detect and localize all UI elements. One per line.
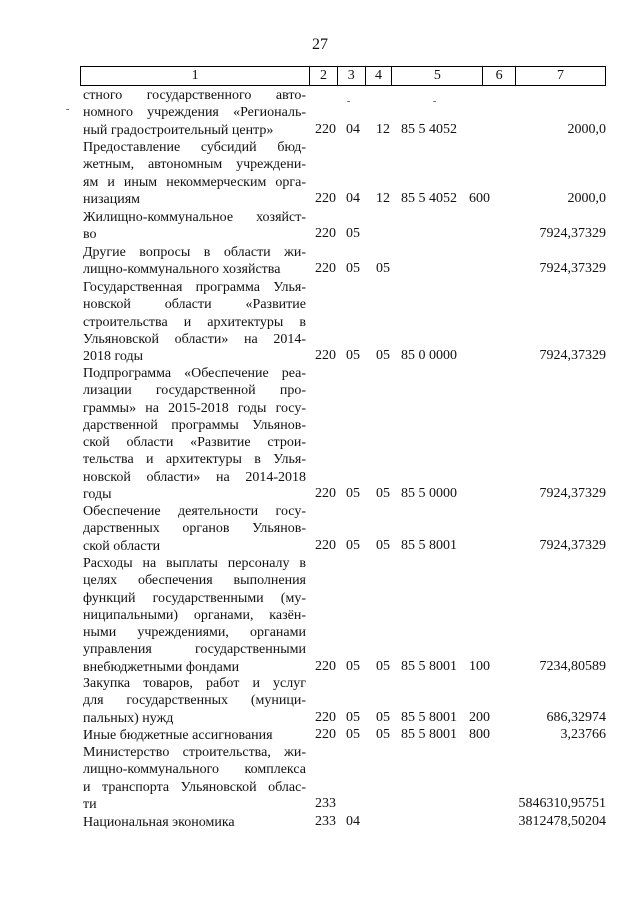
row-description — [83, 279, 306, 365]
description-line: ти — [83, 796, 97, 812]
cell-col-4: 05 — [376, 727, 390, 742]
description-line: ными учреждениями, органами — [83, 625, 306, 641]
cell-col-7: 7924,37329 — [539, 486, 606, 502]
cell-col-7: 686,32974 — [546, 709, 606, 725]
cell-col-2: 220 — [315, 486, 336, 502]
cell-col-2: 220 — [315, 537, 336, 553]
cell-col-3: 05 — [346, 486, 360, 502]
description-line: граммы» на 2015-2018 годы госу- — [83, 400, 306, 416]
description-line: функций государственными (му- — [83, 590, 306, 606]
description-line: Другие вопросы в области жи- — [83, 245, 306, 260]
description-line: Предоставление субсидий бюд- — [83, 140, 306, 155]
cell-col-4: 05 — [376, 486, 390, 502]
description-line: Национальная экономика — [83, 815, 235, 830]
cell-col-2: 233 — [315, 795, 336, 811]
scan-speck: - — [347, 96, 351, 107]
description-line: Подпрограмма «Обеспечение реа- — [83, 366, 306, 381]
row-description — [83, 727, 306, 744]
description-line: лищно-коммунального комплекса — [83, 762, 306, 778]
cell-col-2: 220 — [315, 348, 336, 364]
description-line: ям и иным некоммерческим орга- — [83, 174, 306, 190]
cell-col-5: 85 5 4052 — [401, 190, 457, 206]
cell-col-2: 220 — [315, 261, 336, 277]
cell-col-7: 7924,37329 — [539, 226, 606, 242]
description-line: лищно-коммунального хозяйства — [83, 262, 281, 278]
description-line: низациям — [83, 191, 141, 207]
description-line: управления государственными — [83, 642, 306, 658]
description-line: внебюджетными фондами — [83, 659, 240, 675]
row-description — [83, 675, 306, 727]
description-line: 2018 годы — [83, 349, 144, 365]
cell-col-3: 04 — [346, 121, 360, 137]
description-line: ный градостроительный центр» — [83, 122, 274, 138]
description-line: годы — [83, 487, 112, 503]
cell-col-5: 85 5 8001 — [401, 709, 457, 725]
cell-col-3: 05 — [346, 226, 360, 242]
cell-col-3: 05 — [346, 727, 360, 742]
cell-col-5: 85 0 0000 — [401, 348, 457, 364]
cell-col-4: 12 — [376, 121, 390, 137]
page-number: 27 — [312, 36, 328, 53]
cell-col-3: 05 — [346, 658, 360, 674]
description-line: лизации государственной про- — [83, 383, 306, 399]
cell-col-3: 05 — [346, 537, 360, 553]
cell-col-7: 5846310,95751 — [518, 795, 606, 811]
description-line: во — [83, 227, 97, 243]
cell-col-4: 05 — [376, 658, 390, 674]
header-col-3: 3 — [337, 67, 365, 86]
description-line: тельства и архитектуры в Улья- — [83, 452, 306, 468]
cell-col-7: 3,23766 — [560, 727, 606, 742]
cell-col-5: 85 5 0000 — [401, 486, 457, 502]
description-line: Иные бюджетные ассигнования — [83, 728, 273, 743]
cell-col-2: 220 — [315, 658, 336, 674]
cell-col-4: 05 — [376, 348, 390, 364]
description-line: ской области «Развитие строи- — [83, 435, 306, 451]
row-description — [83, 503, 306, 555]
description-line: Обеспечение деятельности госу- — [83, 504, 306, 519]
cell-col-3: 05 — [346, 709, 360, 725]
cell-col-2: 220 — [315, 709, 336, 725]
cell-col-5: 85 5 8001 — [401, 537, 457, 553]
cell-col-6: 200 — [469, 709, 490, 725]
description-line: дарственной программы Ульянов- — [83, 417, 306, 433]
description-line: целях обеспечения выполнения — [83, 573, 306, 589]
row-description — [83, 744, 306, 813]
description-line: Расходы на выплаты персоналу в — [83, 556, 306, 571]
description-line: пальных) нужд — [83, 710, 174, 726]
header-col-1: 1 — [81, 67, 310, 86]
description-line: Ульяновской области» на 2014- — [83, 331, 306, 347]
cell-col-4: 05 — [376, 261, 390, 277]
header-col-5: 5 — [392, 67, 483, 86]
row-description — [83, 365, 306, 503]
header-col-6: 6 — [483, 67, 516, 86]
description-line: новской области» на 2014-2018 — [83, 469, 306, 485]
cell-col-3: 04 — [346, 814, 360, 829]
row-description — [83, 209, 306, 244]
cell-col-4: 12 — [376, 190, 390, 206]
cell-col-7: 2000,0 — [567, 121, 606, 137]
description-line: для государственных (муници- — [83, 693, 306, 709]
description-line: Государственная программа Улья- — [83, 280, 306, 295]
description-line: номного учреждения «Региональ- — [83, 105, 306, 121]
cell-col-2: 233 — [315, 814, 336, 829]
cell-col-3: 04 — [346, 190, 360, 206]
description-line: ской области — [83, 538, 161, 554]
description-line: новской области «Развитие — [83, 297, 306, 313]
header-col-7: 7 — [515, 67, 605, 86]
cell-col-7: 2000,0 — [567, 190, 606, 206]
cell-col-6: 600 — [469, 190, 490, 206]
cell-col-5: 85 5 4052 — [401, 121, 457, 137]
row-description — [83, 244, 306, 279]
row-description — [83, 555, 306, 676]
scan-speck: - — [433, 96, 437, 107]
description-line: Жилищно-коммунальное хозяйст- — [83, 210, 306, 225]
description-line: ниципальными) органами, казён- — [83, 607, 306, 623]
cell-col-2: 220 — [315, 226, 336, 242]
cell-col-6: 100 — [469, 658, 490, 674]
scan-speck: - — [66, 104, 70, 115]
cell-col-2: 220 — [315, 727, 336, 742]
description-line: строительства и архитектуры в — [83, 314, 306, 330]
cell-col-7: 7924,37329 — [539, 348, 606, 364]
row-description — [83, 87, 306, 139]
description-line: Закупка товаров, работ и услуг — [83, 676, 306, 691]
cell-col-7: 7924,37329 — [539, 261, 606, 277]
cell-col-3: 05 — [346, 348, 360, 364]
description-line: дарственных органов Ульянов- — [83, 521, 306, 537]
table-header — [80, 66, 606, 86]
description-line: жетным, автономным учреждени- — [83, 157, 306, 173]
cell-col-3: 05 — [346, 261, 360, 277]
description-line: стного государственного авто- — [83, 88, 306, 103]
cell-col-7: 7234,80589 — [539, 658, 606, 674]
cell-col-2: 220 — [315, 121, 336, 137]
cell-col-2: 220 — [315, 190, 336, 206]
cell-col-7: 3812478,50204 — [518, 814, 606, 829]
cell-col-6: 800 — [469, 727, 490, 742]
cell-col-7: 7924,37329 — [539, 537, 606, 553]
row-description — [83, 139, 306, 208]
cell-col-4: 05 — [376, 537, 390, 553]
cell-col-5: 85 5 8001 — [401, 727, 457, 742]
row-description — [83, 814, 306, 831]
cell-col-5: 85 5 8001 — [401, 658, 457, 674]
description-line: и транспорта Ульяновской облас- — [83, 779, 306, 795]
header-col-4: 4 — [365, 67, 392, 86]
description-line: Министерство строительства, жи- — [83, 745, 306, 760]
header-col-2: 2 — [310, 67, 338, 86]
cell-col-4: 05 — [376, 709, 390, 725]
